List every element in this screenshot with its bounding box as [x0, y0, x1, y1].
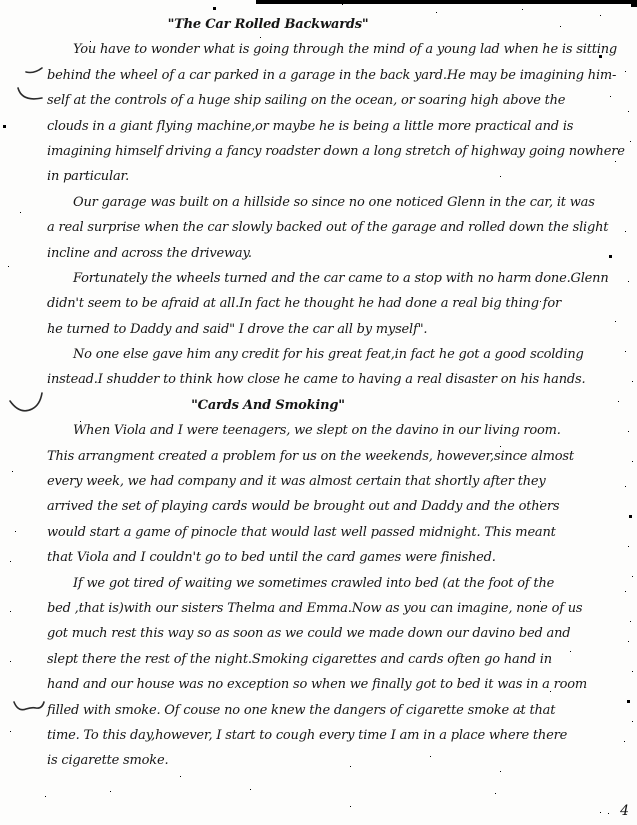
- text-line: is cigarette smoke.: [47, 753, 169, 769]
- scan-artifact-top-bar: [256, 0, 637, 4]
- page-number: 4: [620, 803, 629, 819]
- text-line: got much rest this way so as soon as we could we made down our davino bed and: [47, 626, 571, 642]
- text-line: Our garage was built on a hillside so since no one noticed Glenn in the car, it was: [73, 194, 595, 210]
- text-line: didn't seem to be afraid at all.In fact he thought he had done a real big thing for: [47, 296, 562, 312]
- text-line: This arrangment created a problem for us on the weekends, however,since almost: [47, 448, 574, 464]
- text-line: If we got tired of waiting we sometimes crawled into bed (at the foot of the: [73, 575, 555, 591]
- margin-pencil-mark: [8, 58, 52, 110]
- text-line: instead.I shudder to think how close he came to having a real disaster on his hands.: [47, 372, 586, 388]
- text-line: hand and our house was no exception so when we finally got to bed it was in a room: [47, 677, 588, 693]
- text-line: that Viola and I couldn't go to bed until the card games were finished.: [47, 550, 496, 566]
- text-line: You have to wonder what is going through the mind of a young lad when he is sitting: [73, 42, 617, 58]
- manuscript-text: [47, 12, 625, 774]
- text-line: Fortunately the wheels turned and the car came to a stop with no harm done.Glenn: [73, 270, 609, 286]
- text-line: When Viola and I were teenagers, we slept on the davino in our living room.: [73, 423, 561, 439]
- text-line: imagining himself driving a fancy roadster down a long stretch of highway going nowhere: [47, 143, 625, 159]
- text-line: bed ,that is)with our sisters Thelma and Emma.Now as you can imagine, none of us: [47, 600, 583, 616]
- section-title: "The Car Rolled Backwards": [167, 17, 369, 32]
- text-line: filled with smoke. Of couse no one knew the dangers of cigarette smoke at that: [47, 702, 556, 718]
- text-line: incline and across the driveway.: [47, 245, 252, 261]
- scan-noise: [0, 0, 1, 1]
- text-line: No one else gave him any credit for his great feat,in fact he got a good scolding: [73, 347, 584, 363]
- section-title: "Cards And Smoking": [191, 397, 345, 413]
- text-line: time. To this day,however, I start to cough every time I am in a place where there: [47, 727, 568, 743]
- text-line: behind the wheel of a car parked in a garage in the back yard.He may be imagining him-: [47, 67, 617, 83]
- text-line: clouds in a giant flying machine,or maybe he is being a little more practical and is: [47, 118, 574, 134]
- margin-pencil-mark: [6, 383, 50, 421]
- text-line: slept there the rest of the night.Smoking cigarettes and cards often go hand in: [47, 651, 552, 667]
- text-line: would start a game of pinocle that would last well passed midnight. This meant: [47, 524, 556, 540]
- text-line: he turned to Daddy and said" I drove the car all by myself".: [47, 321, 428, 337]
- text-line: a real surprise when the car slowly backed out of the garage and rolled down the slight: [47, 220, 609, 236]
- text-line: in particular.: [47, 169, 130, 185]
- text-line: arrived the set of playing cards would be brought out and Daddy and the others: [47, 499, 560, 515]
- text-line: every week, we had company and it was almost certain that shortly after they: [47, 474, 546, 490]
- scan-artifact-corner: [631, 0, 637, 7]
- text-line: self at the controls of a huge ship sailing on the ocean, or soaring high above the: [47, 93, 566, 109]
